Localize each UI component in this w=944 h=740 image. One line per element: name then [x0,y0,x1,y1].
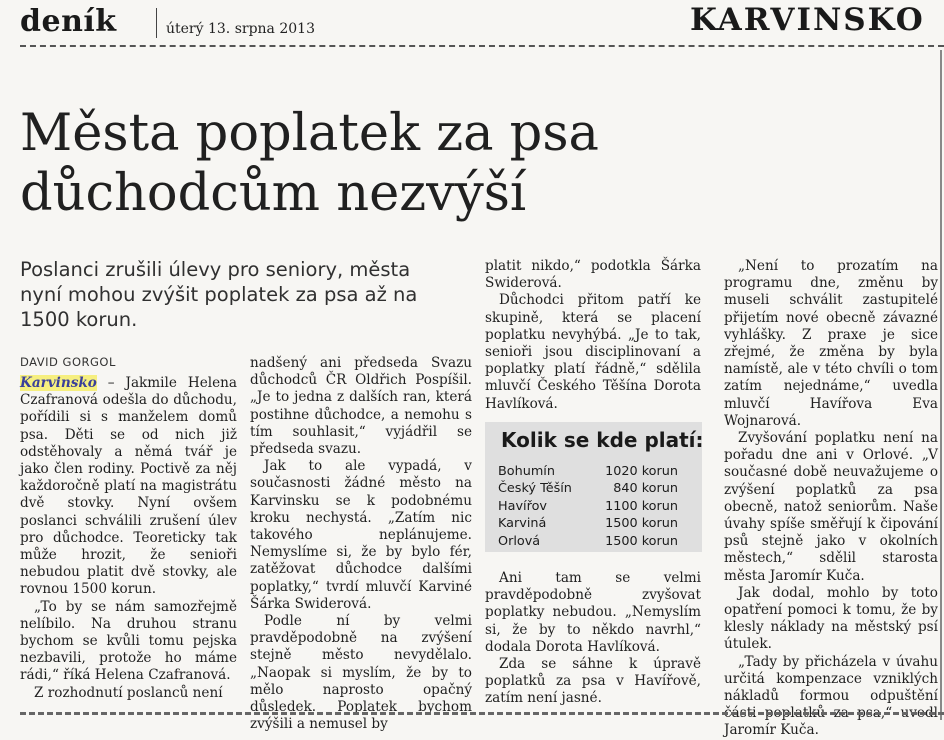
article-column-3-bottom [485,570,701,708]
article-paragraph: „Tady by přicházela v úvahu určitá kompenzace vzniklých nákladů formou odpuštění části poplatků za psa,“ uvedl Jaromír Kuča. [724,653,938,739]
town-name: Orlová [498,533,541,549]
article-column-3-top [485,258,701,413]
article-author: DAVID GORGOL [20,355,116,369]
article-column-2 [250,355,472,733]
fee-row [498,515,678,532]
town-name: Bohumín [498,464,555,479]
fee-row [498,533,678,550]
fee-infobox [485,422,702,552]
headline-line-1: Města poplatek za psa [20,104,599,163]
article-paragraph: „To by se nám samozřejmě nelíbilo. Na druhou stranu bychom se kvůli tomu pejska nezbavili, protože ho máme rádi,“ říká Helena Czafranová. [20,598,237,684]
article-paragraph: Jak to ale vypadá, v současnosti žádné město na Karvinsku se k podobnému kroku nechystá. „Zatím nic takového neplánujeme. Nemyslíme si, že by bylo fér, zatěžovat důchodce dalšími poplatky,“ tvrdí mluvčí Karviné Šárka Swiderová. [250,458,472,612]
article-subheadline: Poslanci zrušili úlevy pro seniory, města nyní mohou zvýšit poplatek za psa až na 1500 korun. [20,258,418,331]
fee-amount: 1500 korun [605,516,678,532]
town-name: Karviná [498,516,547,532]
town-name: Havířov [498,498,547,514]
newspaper-logo: deník [20,4,117,39]
article-paragraph: Podle ní by velmi pravděpodobně na zvýšení stejně město nevydělalo. „Naopak si myslím, že by to mělo naprosto opačný důsledek. Poplatek bychom zvýšili a nemusel by [250,613,472,733]
article-paragraph: Z rozhodnutí poslanců není [34,684,223,701]
article-paragraph: „Není to prozatím na programu dne, změnu by museli schválit zastupitelé přijetím nové obecně závazné vyhlášky. Z praxe je sice zřejmé, že změna by byla namístě, ale v této chvíli o tom zatím nejednáme,“ uvedla mluvčí Havířova Eva Wojnarová. [724,258,938,429]
masthead-divider [156,8,157,38]
fee-amount: 840 korun [613,481,678,497]
page-edge-rule [940,50,942,720]
article-paragraph: platit nikdo,“ podotkla Šárka Swiderová. [485,258,701,292]
article-column-1 [20,375,237,702]
fee-row [498,463,678,480]
footer-dashed-rule [20,712,944,715]
article-paragraph: Důchodci přitom patří ke skupině, která se placení poplatku nevyhýbá. „Je to tak, senioři jsou disciplinovaní a poplatky platí řádně,“ sdělila mluvčí Českého Těšína Dorota Havlíková. [485,292,701,412]
article-dateline: Karvinsko [20,375,97,391]
infobox-title: Kolik se kde platí: [501,428,704,452]
article-paragraph: Zvyšování poplatku není na pořadu dne ani v Orlové. „V současné době neuvažujeme o zvýšení poplatků za psa obecně, natož seniorům. Naše úvahy spíše směřují k čipování psů stejně jako v okolních městech,“ sdělil starosta města Jaromír Kuča. [724,430,938,584]
article-paragraph: Jak dodal, mohlo by toto opatření pomoci k tomu, že by klesly náklady na městský psí útulek. [724,584,938,653]
article-paragraph: nadšený ani předseda Svazu důchodců ČR Oldřich Pospíšil. „Je to jedna z dalších ran, která postihne důchodce, a nemohu s tím souhlasit,“ vyjádřil se předseda svazu. [250,355,472,458]
headline-line-2: důchodcům nezvýší [20,164,527,223]
fee-amount: 1500 korun [605,533,678,549]
town-name: Český Těšín [498,481,572,497]
article-paragraph: Ani tam se velmi pravděpodobně zvyšovat poplatky nebudou. „Nemyslím si, že by to někdo navrhl,“ dodala Dorota Havlíková. [485,570,701,655]
article-paragraph: Zda se sáhne k úpravě poplatků za psa v Havířově, zatím není jasné. [485,656,701,707]
article-paragraph: Karvinsko – Jakmile Helena Czafranová odešla do důchodu, pořídili si s manželem domů psa. Děti se od nich již odstěhovaly a němá tvář je jako člen rodiny. Poctivě za něj každoročně platí na magistrátu dvě stovky. Nyní ovšem poslanci schválili zrušení úlev pro důchodce. Teoreticky tak může hrozit, že senioři nebudou platit dvě stovky, ale rovnou 1500 korun. [20,375,237,598]
article-headline [20,104,700,224]
section-region-title: KARVINSKO [690,2,925,38]
fee-amount: 1100 korun [605,498,678,514]
fee-row [498,480,678,497]
fee-row [498,498,678,515]
fee-amount: 1020 korun [605,464,678,479]
issue-date: úterý 13. srpna 2013 [166,21,315,37]
fee-table [498,463,678,550]
masthead-dashed-rule [20,45,944,47]
article-column-4 [724,258,938,740]
